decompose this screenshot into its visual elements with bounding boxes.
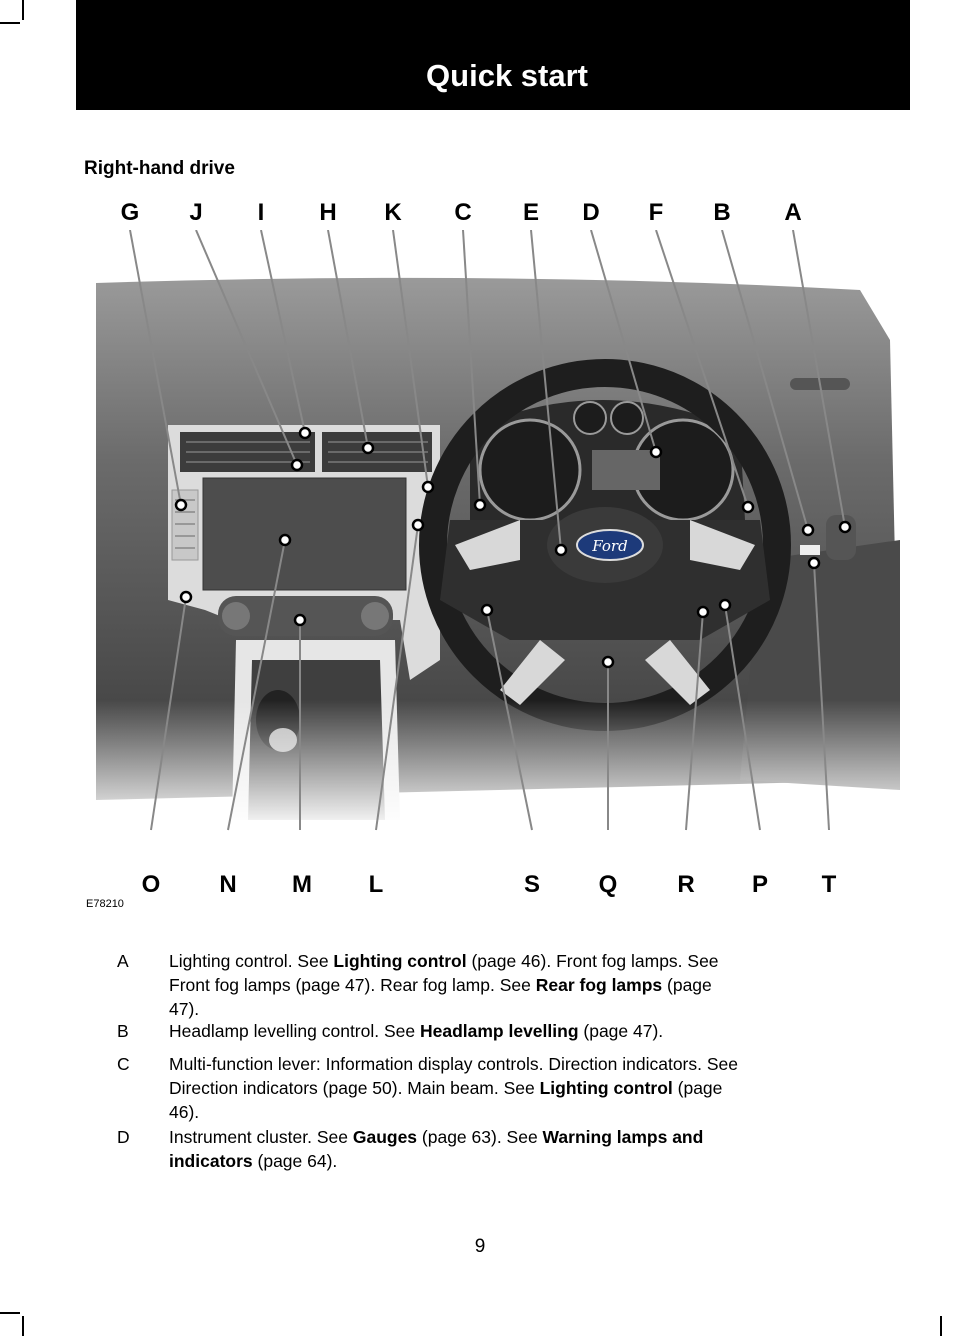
legend-text-line: Front fog lamps (page 47). Rear fog lamp. See Rear fog lamps (page: [169, 975, 712, 995]
legend-text-line: 46).: [169, 1102, 200, 1122]
callout-label-n: N: [219, 871, 237, 898]
callout-label-o: O: [141, 871, 161, 898]
callout-label-j: J: [189, 199, 203, 226]
legend-key: D: [117, 1127, 130, 1147]
callout-label-q: Q: [598, 871, 618, 898]
callout-label-p: P: [751, 871, 768, 898]
callout-label-l: L: [368, 871, 384, 898]
crop-mark: [0, 22, 20, 24]
callout-label-f: F: [648, 199, 664, 226]
callout-label-r: R: [677, 871, 695, 898]
callout-label-a: A: [784, 199, 802, 226]
legend-text-line: Multi-function lever: Information display controls. Direction indicators. See: [169, 1054, 738, 1074]
legend-text-line: Lighting control. See Lighting control (page 46). Front fog lamps. See: [169, 951, 719, 971]
ford-badge: Ford: [592, 537, 628, 555]
crop-mark: [22, 1316, 24, 1336]
callout-label-t: T: [821, 871, 837, 898]
callout-label-h: H: [319, 199, 337, 226]
callout-label-d: D: [582, 199, 600, 226]
crop-mark: [940, 1316, 942, 1336]
crop-mark: [0, 1312, 20, 1314]
legend-key: B: [117, 1021, 129, 1041]
section-subtitle: Right-hand drive: [84, 158, 235, 179]
callout-label-g: G: [120, 199, 140, 226]
page-number: 9: [474, 1236, 486, 1257]
figure-code: E78210: [86, 898, 124, 910]
crop-mark: [22, 0, 24, 20]
callout-label-e: E: [522, 199, 539, 226]
legend-text-line: Instrument cluster. See Gauges (page 63). See Warning lamps and: [169, 1127, 704, 1147]
callout-label-c: C: [454, 199, 472, 226]
header-title: Quick start: [426, 58, 588, 93]
legend-text-line: Direction indicators (page 50). Main beam. See Lighting control (page: [169, 1078, 723, 1098]
callout-label-k: K: [384, 199, 402, 226]
callout-label-b: B: [713, 199, 731, 226]
legend-text-line: indicators (page 64).: [169, 1151, 338, 1171]
callout-label-s: S: [523, 871, 540, 898]
page-header: [76, 0, 910, 110]
callout-label-m: M: [292, 871, 312, 898]
dashboard-illustration: [0, 230, 960, 870]
legend-key: A: [117, 951, 129, 971]
legend-text-line: 47).: [169, 999, 200, 1019]
legend-text-line: Headlamp levelling control. See Headlamp levelling (page 47).: [169, 1021, 664, 1041]
legend-key: C: [117, 1054, 130, 1074]
callout-label-i: I: [257, 199, 265, 226]
